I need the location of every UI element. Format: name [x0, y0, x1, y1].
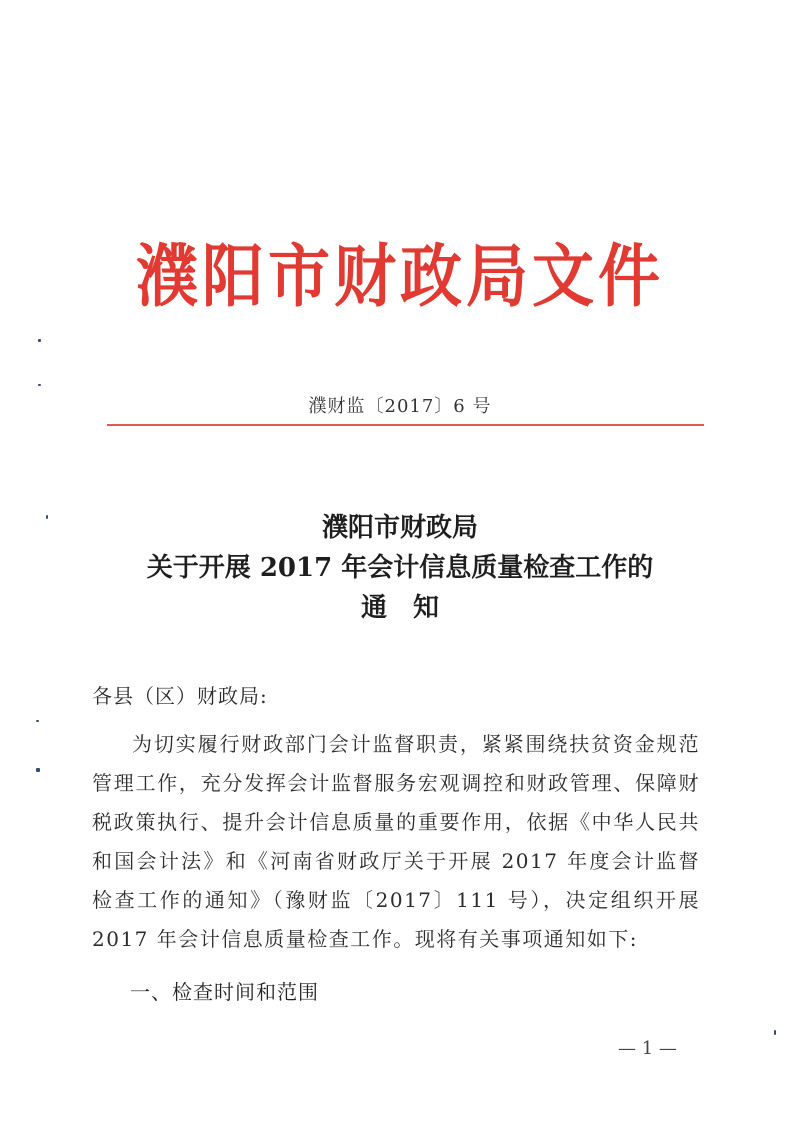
title-line-type: 通 知	[360, 593, 439, 623]
scan-speck	[36, 720, 39, 722]
document-title	[0, 508, 800, 628]
section-heading: 一、检查时间和范围	[130, 980, 319, 1004]
scan-speck	[46, 515, 48, 519]
scan-speck	[38, 384, 41, 386]
title-line-issuer: 濮阳市财政局	[321, 513, 478, 543]
scan-speck	[36, 768, 40, 772]
red-divider-line	[107, 424, 704, 426]
body-paragraph: 为切实履行财政部门会计监督职责，紧紧围绕扶贫资金规范管理工作，充分发挥会计监督服务宏观调控和财政管理、保障财税政策执行、提升会计信息质量的重要作用，依据《中华人民共和国会计法》和《河南省财政厅关于开展 2017 年度会计监督检查工作的通知》（豫财监〔2017〕111 号），决定组织开展 2017 年会计信息质量检查工作。现将有关事项通知如下:	[92, 732, 700, 951]
issuer-heading: 濮阳市财政局文件	[135, 236, 664, 317]
scan-speck	[38, 339, 41, 342]
salutation: 各县（区）财政局:	[92, 684, 268, 708]
document-number: 濮财监〔2017〕6 号	[308, 396, 492, 417]
page-number: — 1 —	[618, 1038, 677, 1059]
title-line-subject: 关于开展 2017 年会计信息质量检查工作的	[146, 553, 654, 583]
scan-speck	[774, 1030, 776, 1035]
